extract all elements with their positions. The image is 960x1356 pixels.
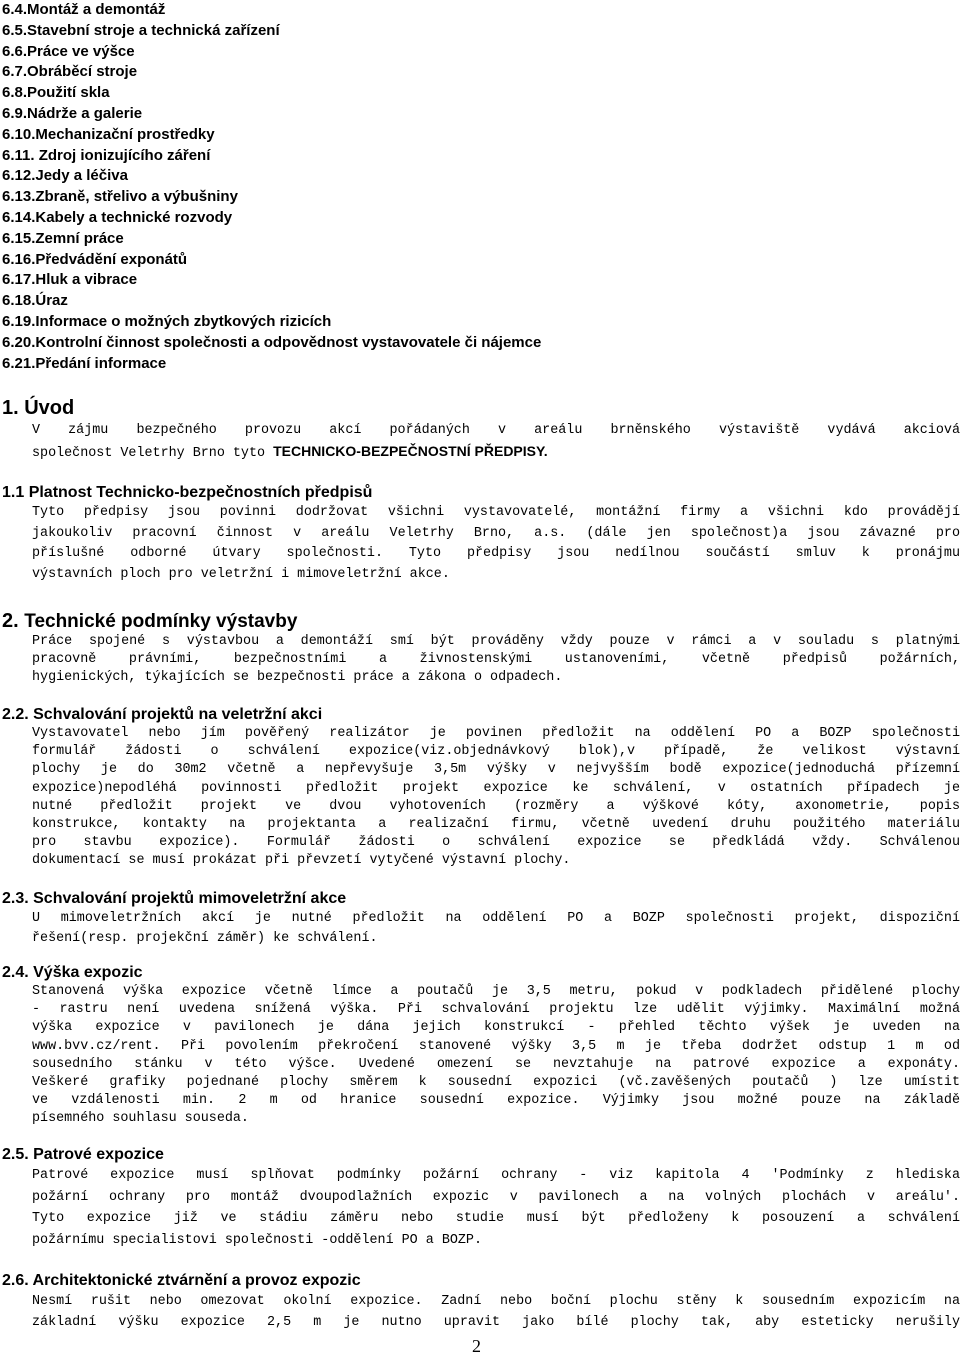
- section-heading: 2.2. Schvalování projektů na veletržní akci: [2, 706, 323, 723]
- body-line: pro stavbu expozice). Formulář žádosti o schválení expozice se předkládá vždy. Schválenou: [32, 835, 960, 851]
- body-line: základní výšku expozice 2,5 m je nutno upravit jako bílé plochy tak, aby esteticky nerušily: [32, 1315, 960, 1330]
- body-line: řešení(resp. projekční záměr) ke schválení.: [32, 931, 378, 946]
- toc-item: 6.6.Práce ve výšce: [2, 42, 135, 60]
- toc-item: 6.16.Předvádění exponátů: [2, 250, 188, 268]
- section-title: Technické podmínky výstavby: [24, 611, 298, 632]
- body-line: konstrukce, kontakty na projektanta a realizační firmu, včetně uvedení druhu použitého materiálu: [32, 817, 960, 833]
- section-body: [32, 909, 960, 949]
- body-line: Veškeré grafiky pojednané plochy směrem k sousední expozici (vč.zavěšených poutačů ) lze umístit: [32, 1075, 960, 1091]
- body-line: dokumentací se musí prokázat při převzetí vytyčené výstavní plochy.: [32, 853, 571, 869]
- body-line: požárnímu specialistovi společnosti -oddělení PO a BOZP.: [32, 1232, 482, 1248]
- page-number: 2: [472, 1336, 481, 1356]
- body-line: Nesmí rušit nebo omezovat okolní expozice. Zadní nebo boční plochu stěny k sousedním expozicím na: [32, 1294, 960, 1309]
- body-line: písemného souhlasu souseda.: [32, 1111, 249, 1127]
- section-patrove-expozice: [0, 1145, 960, 1251]
- body-line: výstavních ploch pro veletržní i mimoveletržní akce.: [32, 566, 450, 582]
- toc-item: 6.7.Obráběcí stroje: [2, 63, 138, 81]
- section-heading: [0, 609, 960, 634]
- body-line: hygienických, týkajících se bezpečnosti práce a zákona o odpadech.: [32, 670, 563, 686]
- body-line: výška expozice v pavilonech je dána jejich konstrukcí - přehled těchto výšek je uveden na: [32, 1020, 960, 1036]
- toc-item: 6.18.Úraz: [2, 292, 68, 310]
- body-line: - rastru není uvedena snížená výška. Při schvalování projektu lze udělit výjimky. Maximální možná: [32, 1002, 960, 1018]
- body-line: příslušné odborné útvary společnosti. Tyto předpisy jsou nedílnou součástí smluv k pronájmu: [32, 546, 960, 562]
- body-line: V zájmu bezpečného provozu akcí pořádaných v areálu brněnského výstaviště vydává akciová: [32, 423, 960, 438]
- body-line: požární ochrany pro montáž dvoupodlažních expozic v pavilonech a na volných plochách v areálu'.: [32, 1189, 960, 1205]
- section-platnost: [0, 483, 960, 585]
- section-heading: 2.3. Schvalování projektů mimoveletržní akce: [2, 890, 347, 907]
- toc-item: 6.9.Nádrže a galerie: [2, 104, 143, 122]
- section-heading: 2.4. Výška expozic: [2, 964, 143, 981]
- section-heading: 1. Úvod: [2, 397, 75, 419]
- body-line: Práce spojené s výstavbou a demontáží smí být prováděny vždy pouze v rámci a v souladu s platnými: [32, 634, 960, 649]
- body-line: sousedního stánku v této výšce. Uvedené omezení se nevztahuje na patrové expozice a exponáty.: [32, 1056, 960, 1072]
- body-line: [32, 441, 960, 464]
- section-body: [32, 983, 960, 1129]
- toc-item: 6.8.Použití skla: [2, 84, 110, 102]
- body-line: ve vzdálenosti min. 2 m od hranice sousední expozice. Výjimky jsou možné pouze na základě: [32, 1093, 960, 1109]
- body-line: Tyto předpisy jsou povinni dodržovat všichni vystavovatelé, montážní firmy a všichni kdo provádějí: [32, 505, 960, 520]
- section-body: [32, 725, 960, 871]
- body-line: formulář žádosti o schválení expozice(viz.objednávkový blok),v případě, že velikost výstavní: [32, 744, 960, 760]
- toc-item: 6.11. Zdroj ionizujícího záření: [2, 146, 211, 164]
- section-heading: 2.6. Architektonické ztvárnění a provoz expozic: [2, 1272, 361, 1289]
- toc-item: 6.21.Předání informace: [2, 354, 167, 372]
- section-number: 2.: [2, 610, 25, 632]
- section-vyska-expozic: [0, 963, 960, 1129]
- body-line: U mimoveletržních akcí je nutné předložit na oddělení PO a BOZP společnosti projekt, dispoziční: [32, 911, 960, 926]
- section-body: [32, 1291, 960, 1333]
- body-line: jakoukoliv pracovní činnost v areálu Veletrhy Brno, a.s. (dále jen společnost)a jsou závazné pro: [32, 525, 960, 541]
- toc-item: 6.19.Informace o možných zbytkových rizicích: [2, 312, 332, 330]
- toc-item: 6.12.Jedy a léčiva: [2, 167, 128, 185]
- toc-item: 6.5.Stavební stroje a technická zařízení: [2, 21, 280, 39]
- section-body: [32, 1165, 960, 1251]
- section-body: [32, 503, 960, 585]
- body-line: pracovně právními, bezpečnostními a živnostenskými ustanoveními, včetně předpisů požárních,: [32, 652, 960, 668]
- section-technicke-podminky: [0, 609, 960, 688]
- body-line: www.bvv.cz/rent. Při povolením překročení stanovené výšky 3,5 m je třeba dodržet odstup 1 m od: [32, 1038, 960, 1054]
- section-architektonicke-ztvarneni: [0, 1271, 960, 1333]
- toc-item: 6.17.Hluk a vibrace: [2, 271, 138, 289]
- toc-item: 6.14.Kabely a technické rozvody: [2, 208, 233, 226]
- toc-item: 6.10.Mechanizační prostředky: [2, 125, 215, 143]
- section-body: [32, 420, 960, 464]
- section-uvod: [0, 396, 960, 464]
- body-line: plochy je do 30m2 včetně a nepřevyšuje 3,5m výšky v nejvyšším bodě expozice(jednoduchá přízemní: [32, 762, 960, 778]
- body-line: Vystavovatel nebo jím pověřený realizátor je povinen předložit na oddělení PO a BOZP společnosti: [32, 726, 960, 741]
- body-line: nutné předložit projekt ve dvou vyhotoveních (rozměry a výškové kóty, axonometrie, popis: [32, 798, 960, 814]
- toc-item: 6.20.Kontrolní činnost společnosti a odpovědnost vystavovatele či nájemce: [2, 333, 542, 351]
- toc-item: 6.4.Montáž a demontáž: [2, 1, 166, 18]
- body-line: Tyto expozice již ve stádiu záměru nebo studie musí být předloženy k posouzení a schválení: [32, 1211, 960, 1226]
- document-title-bold: TECHNICKO-BEZPEČNOSTNÍ PŘEDPISY.: [273, 443, 548, 459]
- toc-item: 6.15.Zemní práce: [2, 229, 124, 247]
- body-text: společnost Veletrhy Brno tyto: [32, 446, 274, 461]
- body-line: Stanovená výška expozice včetně límce a poutačů je 3,5 metru, pokud v podkladech přidělené plochy: [32, 984, 960, 999]
- section-schvalovani-mimoveletrzni: [0, 889, 960, 949]
- section-heading: 2.5. Patrové expozice: [2, 1146, 164, 1163]
- section-body: [32, 633, 960, 688]
- section-schvalovani-veletrzni: [0, 705, 960, 871]
- table-of-contents: [2, 0, 902, 374]
- section-heading: 1.1 Platnost Technicko-bezpečnostních předpisů: [2, 484, 373, 501]
- body-line: Patrové expozice musí splňovat podmínky požární ochrany - viz kapitola 4 'Podmínky z hlediska: [32, 1168, 960, 1183]
- body-line: expozice)nepodléhá povinnosti předložit projekt expozice ke schválení, v ostatních případech je: [32, 780, 960, 796]
- toc-item: 6.13.Zbraně, střelivo a výbušniny: [2, 188, 238, 206]
